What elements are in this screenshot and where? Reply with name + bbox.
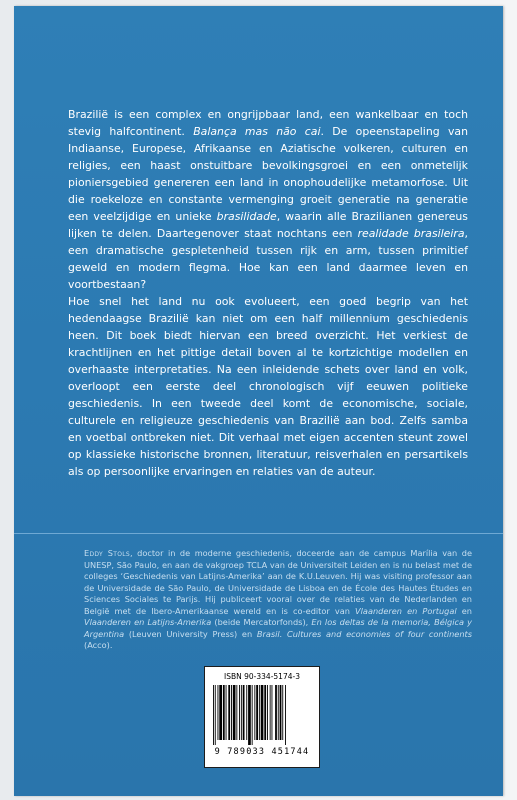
- blurb-paragraph-1: [68, 106, 468, 293]
- author-bio: [84, 548, 472, 652]
- italic-phrase: brasilidade: [216, 210, 277, 223]
- italic-phrase: Balança mas não cai: [193, 125, 321, 138]
- text-run: (Leuven University Press) en: [124, 628, 257, 639]
- blurb-text: [68, 106, 468, 480]
- text-run: Brazilië is een complex en ongrijpbaar land, een wankelbaar en toch stevig halfcontinent.: [68, 108, 468, 138]
- text-run: , een dramatische gespletenheid tussen rijk en arm, tussen primitief geweld en modern flegma. Hoe kan een land daarmee leven en voortbestaan?: [68, 227, 469, 291]
- author-bio-paragraph: [84, 548, 472, 652]
- text-run: , waarin alle Brazilianen genereus lijken te delen. Daartegenover staat nochtans een: [68, 210, 468, 240]
- author-name: Eddy Stols: [84, 548, 131, 558]
- text-run: en: [456, 605, 472, 616]
- italic-phrase: En los deltas de la memoria, Bélgica y Argentina: [84, 617, 472, 639]
- barcode-digits: 9 789033 451744: [214, 747, 310, 757]
- section-divider: [14, 533, 503, 534]
- blurb-paragraph-2: [68, 293, 468, 480]
- barcode-icon: [211, 685, 313, 745]
- text-run: , doctor in de moderne geschiedenis, doceerde aan de campus Marília van de UNESP, São Paulo, en aan de vakgroep TCLA van de Universiteit Leiden en is nu belast met de colleges ‘Geschiedenis van Latijns-Amerika’ aan de K.U.Leuven. Hij was visiting professor aan de Universidade de São Paulo, de Universidade de Lisboa en de École des Hautes Études en Sciences Sociales te Parijs. Hij publiceert vooral over de relaties van de Nederlanden en België met de Ibero-Amerikaanse wereld en is co-editor van: [84, 548, 473, 616]
- text-run: Hoe snel het land nu ook evolueert, een goed begrip van het hedendaagse Brazilië kan niet om een half millennium geschiedenis heen. Dit boek biedt hiervan een breed overzicht. Het verkiest de krachtlijnen en het pittige detail boven al te kortzichtige modellen en overhaaste interpretaties. Na een inleidende schets over land en volk, overloopt een eerste deel chronologisch vijf eeuwen politieke geschiedenis. In een tweede deel komt de economische, sociale, culturele en religieuze geschiedenis van Brazilië aan bod. Zelfs samba en voetbal ontbreken niet. Dit verhaal met eigen accenten steunt zowel op klassieke historische bronnen, literatuur, reisverhalen en persartikels als op persoonlijke ervaringen en relaties van de auteur.: [68, 295, 468, 478]
- author-bio-text: [84, 548, 472, 650]
- italic-phrase: Vlaanderen en Latijns-Amerika: [84, 617, 212, 628]
- text-run: . De opeenstapeling van Indiaanse, Europese, Afrikaanse en Aziatische volkeren, culturen en religies, een haast onstuitbare bevolkingsgroei en een onmetelijk pioniersgebied genereren een land in onophoudelijke metamorfose. Uit die roekeloze en constante vermenging groeit generatie na generatie een veelzijdige en unieke: [68, 125, 468, 223]
- text-run: (Acco).: [84, 640, 113, 651]
- italic-phrase: Vlaanderen en Portugal: [355, 605, 457, 616]
- barcode-box: [204, 666, 320, 768]
- italic-phrase: Brasil. Cultures and economies of four continents: [256, 628, 472, 639]
- text-run: (beide Mercatorfonds),: [211, 617, 312, 628]
- isbn-label: ISBN 90-334-5174-3: [224, 672, 300, 681]
- italic-phrase: realidade brasileira: [357, 227, 465, 240]
